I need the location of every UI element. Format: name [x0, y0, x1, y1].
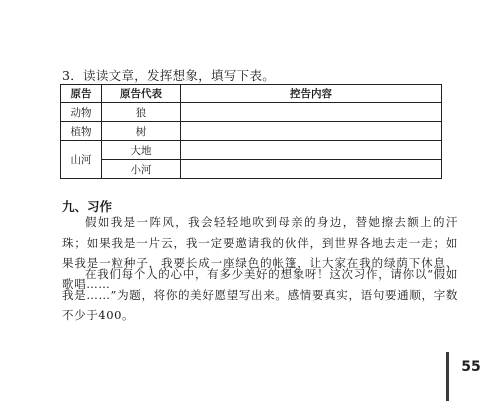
question-3-prompt: 3．读读文章，发挥想象，填写下表。 [62, 68, 276, 83]
essay-paragraph-2: 在我们每个人的心中，有多少美好的想象呀！这次习作，请你以“假如我是……”为题，将你的美好愿望写出来。感情要真实，语句要通顺，字数不少于400。 [62, 267, 458, 322]
complaint-table [60, 84, 442, 179]
page-number-tab [446, 352, 490, 401]
table-row [61, 122, 442, 141]
table-header-row [61, 85, 442, 103]
header-representative: 原告代表 [102, 85, 181, 103]
section-title: 九、习作 [62, 199, 113, 214]
cell-plaintiff: 植物 [61, 122, 102, 141]
cell-complaint-blank[interactable] [181, 141, 442, 160]
cell-plaintiff: 山河 [61, 141, 102, 179]
cell-complaint-blank[interactable] [181, 160, 442, 179]
table-row [61, 141, 442, 160]
table-row [61, 103, 442, 122]
cell-representative: 狼 [102, 103, 181, 122]
page-number-bar [446, 352, 449, 401]
page-number: 55 [461, 359, 481, 375]
cell-representative: 树 [102, 122, 181, 141]
cell-representative: 大地 [102, 141, 181, 160]
cell-plaintiff: 动物 [61, 103, 102, 122]
table-row [61, 160, 442, 179]
essay-paragraph-1: 假如我是一阵风，我会轻轻地吹到母亲的身边，替她擦去额上的汗珠；如果我是一片云，我一定要邀请我的伙伴，到世界各地去走一走；如果我是一粒种子，我要长成一座绿色的帐篷，让大家在我的绿荫下休息、歌唱…… [62, 215, 458, 291]
header-complaint-content: 控告内容 [181, 85, 442, 103]
header-plaintiff: 原告 [61, 85, 102, 103]
cell-complaint-blank[interactable] [181, 122, 442, 141]
cell-representative: 小河 [102, 160, 181, 179]
cell-complaint-blank[interactable] [181, 103, 442, 122]
